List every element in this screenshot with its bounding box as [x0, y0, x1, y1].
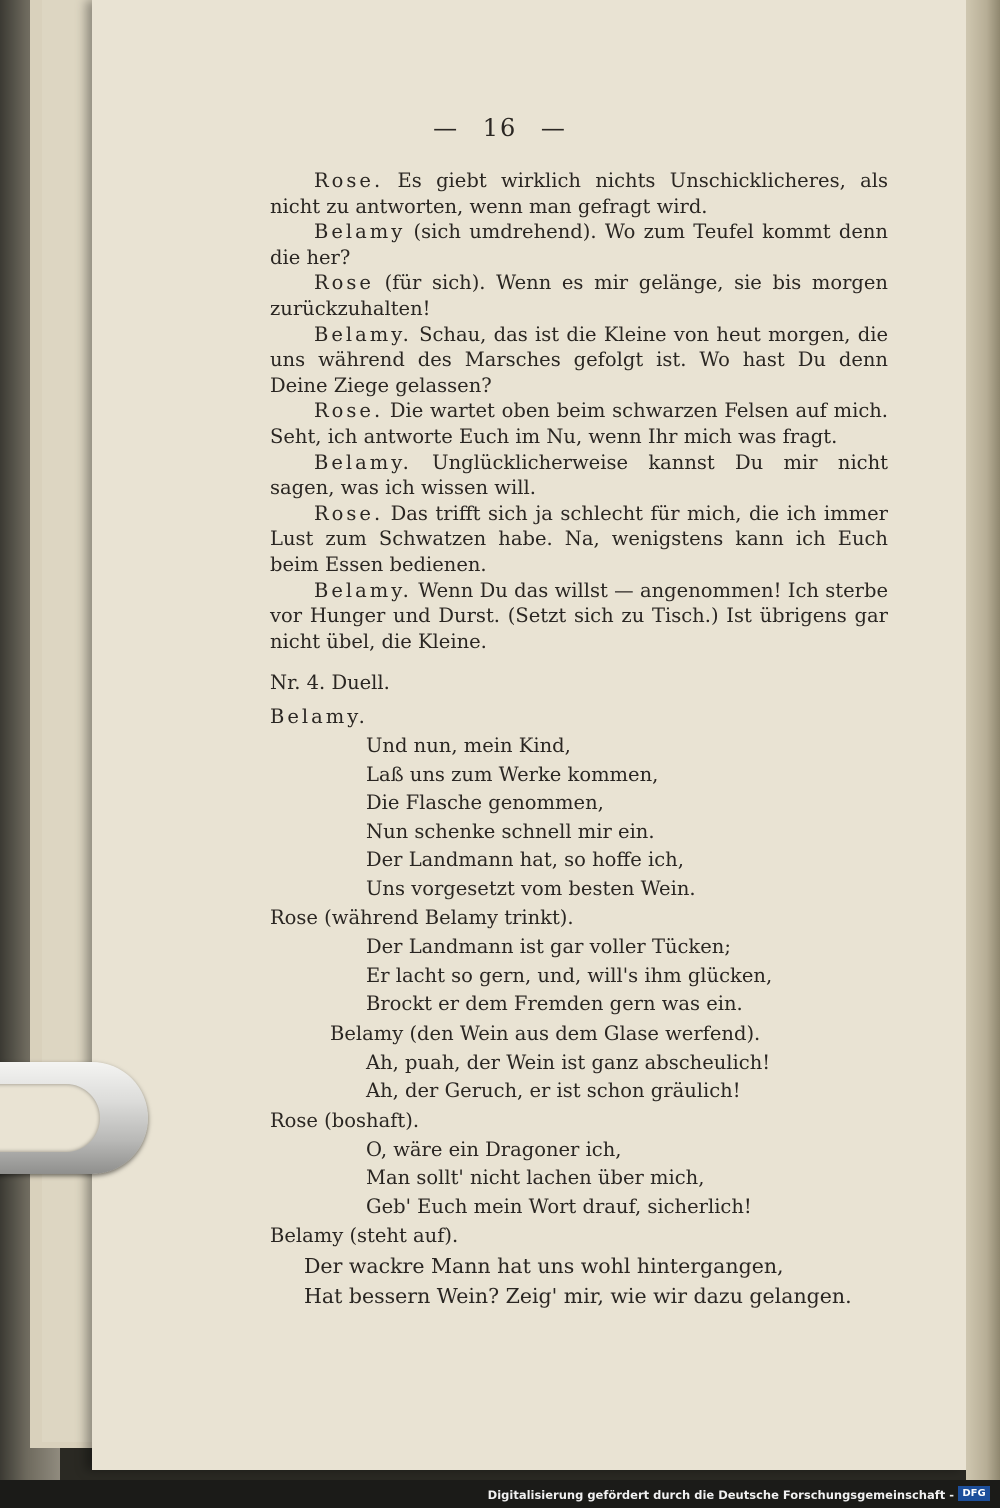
paper-clip-loop — [0, 1084, 100, 1152]
verse-line: Uns vorgesetzt vom besten Wein. — [366, 876, 696, 900]
verse-line: Geb' Euch mein Wort drauf, sicherlich! — [366, 1194, 752, 1218]
verse-line: Nun schenke schnell mir ein. — [366, 819, 655, 843]
number-title: Nr. 4. Duell. — [270, 671, 390, 695]
right-page-edge — [966, 0, 1000, 1480]
header-dash-left: — — [433, 114, 460, 142]
paragraph — [270, 578, 888, 655]
song-speaker-heading: Rose (boshaft). — [270, 1108, 420, 1132]
footer-credit: Digitalisierung gefördert durch die Deutsche Forschungsgemeinschaft - — [487, 1488, 954, 1502]
paragraph — [270, 398, 888, 449]
header-dash-right: — — [540, 114, 567, 142]
song-speaker-heading: Belamy. — [270, 705, 368, 729]
page-header — [0, 114, 1000, 142]
speaker-name: Rose. — [314, 501, 384, 525]
page-text — [270, 168, 888, 1311]
speaker-name: Belamy. — [314, 450, 412, 474]
speaker-name: Rose. — [314, 169, 384, 192]
paragraph-text: (für sich). Wenn es mir gelänge, sie bis morgen zurückzuhalten! — [270, 271, 888, 320]
paragraph — [270, 168, 888, 219]
song-speaker-heading: Belamy (den Wein aus dem Glase werfend). — [330, 1021, 761, 1045]
paragraph — [270, 270, 888, 321]
verse-line: Ah, der Geruch, er ist schon gräulich! — [366, 1079, 741, 1103]
speaker-name: Belamy. — [314, 322, 412, 346]
verse-line: Man sollt' nicht lachen über mich, — [366, 1166, 705, 1190]
verse-line: Laß uns zum Werke kommen, — [366, 762, 659, 786]
paragraph — [270, 219, 888, 270]
dfg-logo: DFG — [958, 1486, 990, 1501]
page-number: 16 — [482, 114, 518, 142]
verse-line: Die Flasche genommen, — [366, 791, 604, 815]
paragraph-text: Unglücklicherweise kannst Du mir nicht sagen, was ich wissen will. — [270, 450, 888, 500]
speaker-name: Belamy. — [314, 578, 412, 602]
verse-line: Hat bessern Wein? Zeig' mir, wie wir dazu gelangen. — [304, 1284, 852, 1309]
paragraph — [270, 322, 888, 399]
paragraph — [270, 450, 888, 501]
song-speaker-heading: Rose (während Belamy trinkt). — [270, 906, 574, 930]
paragraph-text: Es giebt wirklich nichts Unschicklicheres, als nicht zu antworten, wenn man gefragt wird. — [270, 169, 888, 218]
paragraph — [270, 501, 888, 578]
paragraph-text: (sich umdrehend). Wo zum Teufel kommt denn die her? — [270, 220, 888, 269]
paragraph-text: Schau, das ist die Kleine von heut morgen, die uns während des Marsches gefolgt ist. Wo hast Du denn Deine Ziege gelassen? — [270, 322, 888, 397]
paragraph-text: Wenn Du das willst — angenommen! Ich sterbe vor Hunger und Durst. (Setzt sich zu Tisch.) Ist übrigens gar nicht übel, die Kleine. — [270, 578, 888, 653]
verse-line: Der Landmann hat, so hoffe ich, — [366, 848, 684, 872]
verse-line: O, wäre ein Dragoner ich, — [366, 1137, 622, 1161]
verse-line: Der wackre Mann hat uns wohl hintergangen, — [304, 1254, 784, 1279]
verse-line: Ah, puah, der Wein ist ganz abscheulich! — [366, 1050, 771, 1074]
verse-line: Und nun, mein Kind, — [366, 734, 571, 758]
paragraph-text: Die wartet oben beim schwarzen Felsen auf mich. Seht, ich antworte Euch im Nu, wenn Ihr mich was fragt. — [270, 399, 888, 448]
speaker-name: Rose. — [314, 399, 384, 423]
speaker-name: Belamy — [314, 220, 406, 244]
paragraph-text: Das trifft sich ja schlecht für mich, die ich immer Lust zum Schwatzen habe. Na, wenigstens kann ich Euch beim Essen bedienen. — [270, 501, 888, 576]
song-speaker-heading: Belamy (steht auf). — [270, 1224, 459, 1248]
paper-clip — [0, 1062, 148, 1174]
verse-line: Brockt er dem Fremden gern was ein. — [366, 992, 743, 1016]
verse-line: Der Landmann ist gar voller Tücken; — [366, 935, 731, 959]
verse-line: Er lacht so gern, und, will's ihm glücken, — [366, 963, 773, 987]
speaker-name: Rose — [314, 271, 374, 295]
